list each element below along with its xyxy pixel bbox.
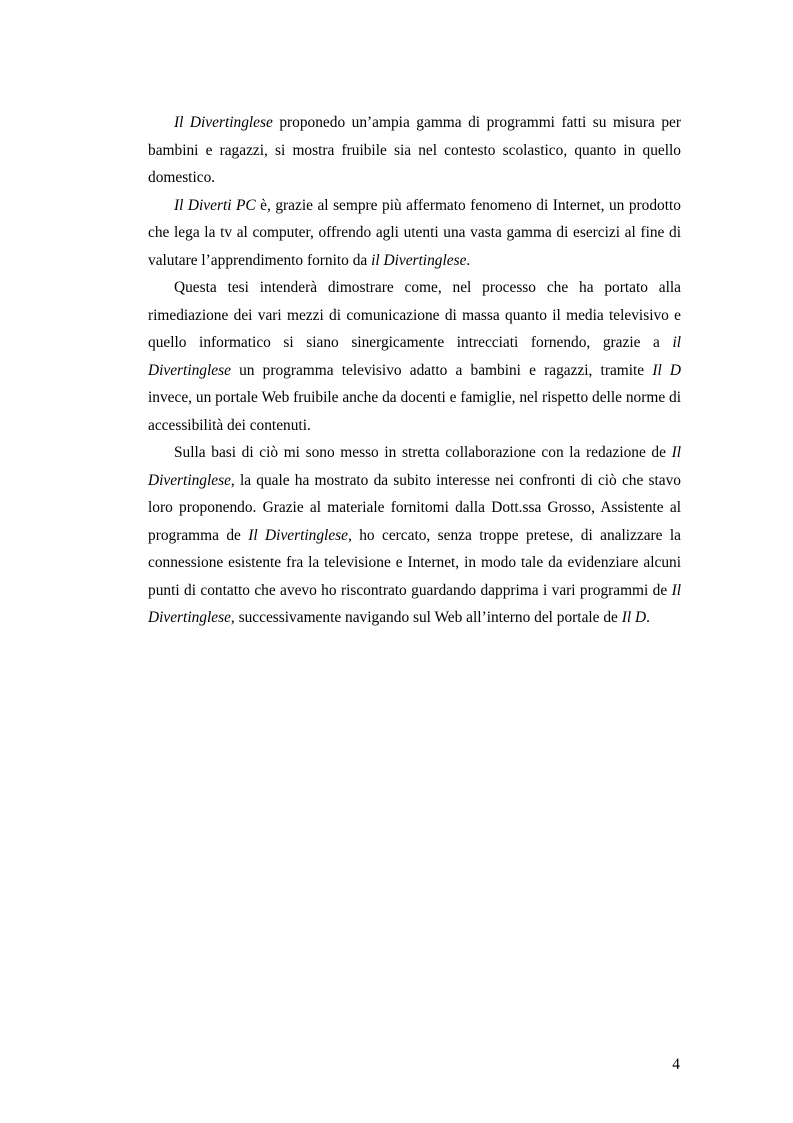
paragraph-3 <box>148 274 681 439</box>
italic-title-text: Il Diverti PC <box>174 196 256 214</box>
paragraph-4 <box>148 439 681 632</box>
paragraph-text: proponedo un’ampia gamma di programmi fatti su misura per bambini e ragazzi, si mostra fruibile sia nel contesto scolastico, quanto in quello domestico. <box>148 114 681 186</box>
paragraph-text: un programma televisivo adatto a bambini e ragazzi, tramite <box>230 361 653 379</box>
italic-title-text: il Divertinglese <box>371 251 467 269</box>
paragraph-text: , ho cercato, senza troppe pretese, di analizzare la connessione esistente fra la televisione e Internet, in modo tale da evidenziare alcuni punti di contatto che avevo ho riscontrato guardando dapprima i vari programmi de <box>148 526 681 599</box>
italic-title-text: Il Divertinglese <box>174 114 273 131</box>
paragraph-text: è, grazie al sempre più affermato fenomeno di Internet, un prodotto che lega la tv al computer, offrendo agli utenti una vasta gamma di esercizi al fine di valutare l’apprendimento fornito da <box>148 196 681 269</box>
paragraph-text: invece, un portale Web fruibile anche da docenti e famiglie, nel rispetto delle norme di accessibilità dei contenuti. <box>148 389 681 434</box>
paragraph-text: . <box>646 609 650 626</box>
paragraph-text: Questa tesi intenderà dimostrare come, nel processo che ha portato alla rimediazione dei vari mezzi di comunicazione di massa quanto il media televisivo e quello informatico si siano sinergicamente intrecciati fornendo, grazie a <box>148 279 681 351</box>
paragraph-text: Sulla basi di ciò mi sono messo in stretta collaborazione con la redazione de <box>174 444 672 461</box>
italic-title-text: Il D <box>621 609 647 626</box>
page-number: 4 <box>672 1056 680 1073</box>
paragraph-2 <box>148 192 681 275</box>
italic-title-text: il Divertinglese <box>148 334 681 379</box>
paragraph-1 <box>148 109 681 192</box>
italic-title-text: Il Divertinglese <box>148 444 681 489</box>
italic-title-text: Il D <box>652 361 681 379</box>
italic-title-text: Il Divertinglese <box>148 581 681 626</box>
paragraph-text: , successivamente navigando sul Web all’interno del portale de <box>230 609 622 626</box>
paragraph-text: . <box>466 251 471 269</box>
italic-title-text: Il Divertinglese <box>248 526 348 544</box>
body-text <box>148 109 681 632</box>
paragraph-text: , la quale ha mostrato da subito interesse nei confronti di ciò che stavo loro proponendo. Grazie al materiale fornitomi dalla Dott.ssa Grosso, Assistente al programma de <box>148 471 681 544</box>
